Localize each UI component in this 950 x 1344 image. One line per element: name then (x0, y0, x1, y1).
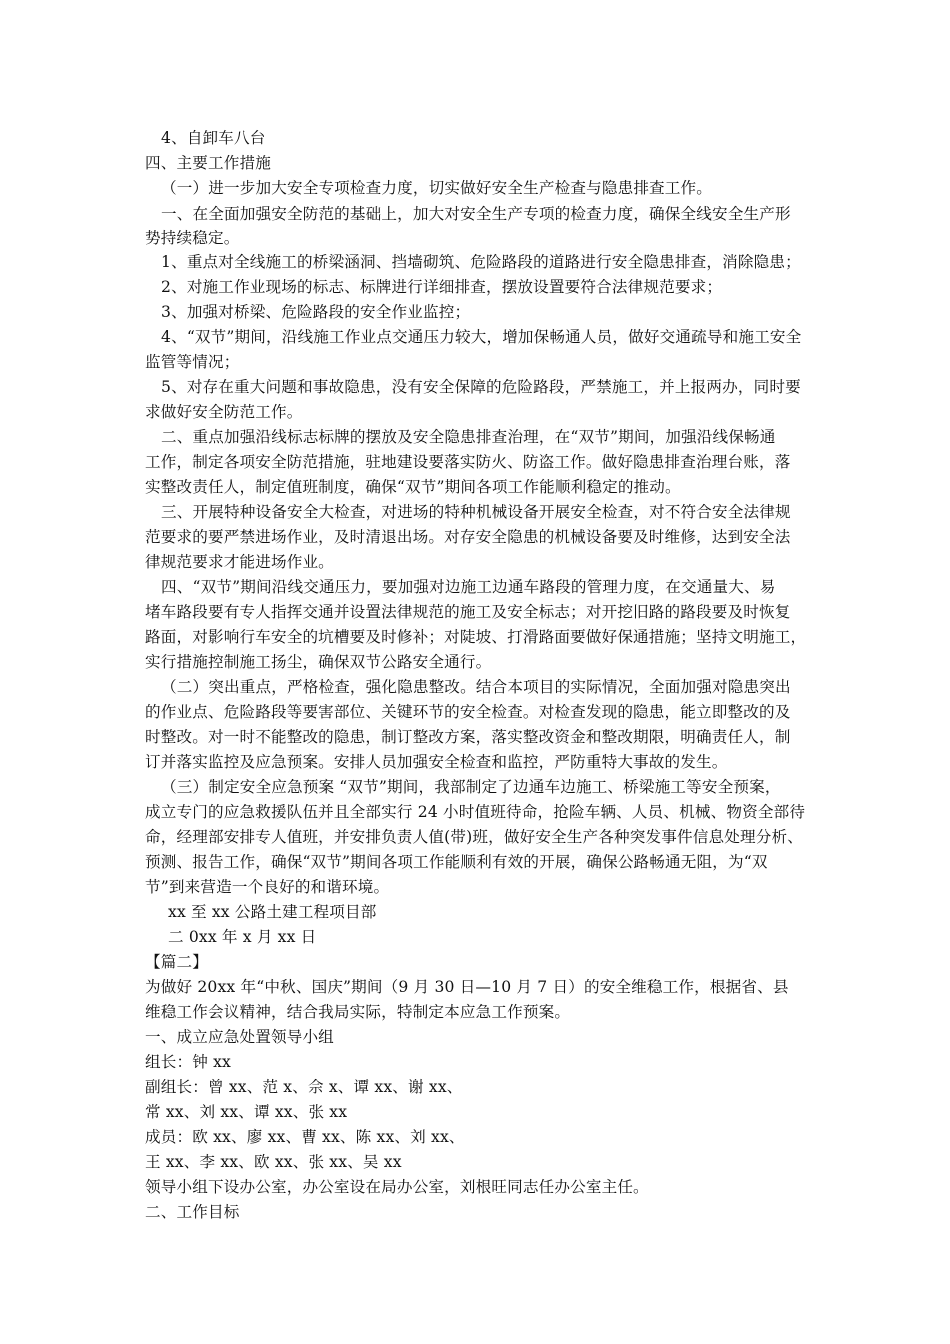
text-line: 工作，制定各项安全防范措施，驻地建设要落实防火、防盗工作。做好隐患排查治理台账，落 (145, 453, 791, 471)
text-line: 领导小组下设办公室，办公室设在局办公室，刘根旺同志任办公室主任。 (145, 1178, 649, 1196)
text-line: 时整改。对一时不能整改的隐患，制订整改方案，落实整改资金和整改期限，明确责任人，制 (145, 728, 791, 746)
text-line: 4、自卸车八台 (161, 129, 266, 147)
text-line: 堵车路段要有专人指挥交通并设置法律规范的施工及安全标志；对开挖旧路的路段要及时恢复 (145, 603, 791, 621)
text-line: 成立专门的应急救援队伍并且全部实行 24 小时值班待命，抢险车辆、人员、机械、物资全部待 (145, 803, 806, 821)
text-line: 副组长：曾 xx、范 x、佘 x、谭 xx、谢 xx、 (145, 1078, 463, 1096)
text-line: 常 xx、刘 xx、谭 xx、张 xx (145, 1103, 348, 1121)
text-line: 实整改责任人，制定值班制度，确保“双节”期间各项工作能顺利稳定的推动。 (145, 478, 681, 496)
text-line: 1、重点对全线施工的桥梁涵洞、挡墙砌筑、危险路段的道路进行安全隐患排查，消除隐患； (161, 253, 801, 271)
text-line: 范要求的要严禁进场作业，及时清退出场。对存安全隐患的机械设备要及时维修，达到安全法 (145, 528, 791, 546)
text-line: 二、重点加强沿线标志标牌的摆放及安全隐患排查治理，在“双节”期间，加强沿线保畅通 (161, 428, 776, 446)
text-line: 的作业点、危险路段等要害部位、关键环节的安全检查。对检查发现的隐患，能立即整改的及 (145, 703, 791, 721)
text-line: 实行措施控制施工扬尘，确保双节公路安全通行。 (145, 653, 492, 671)
text-line: （二）突出重点，严格检查，强化隐患整改。结合本项目的实际情况，全面加强对隐患突出 (161, 678, 791, 696)
text-line: 节”到来营造一个良好的和谐环境。 (145, 878, 390, 896)
signature-org: xx 至 xx 公路土建工程项目部 (168, 903, 377, 921)
text-line: （三）制定安全应急预案 “双节”期间，我部制定了边通车边施工、桥梁施工等安全预案， (161, 778, 781, 796)
text-line: 求做好安全防范工作。 (145, 403, 303, 421)
text-line: 王 xx、李 xx、欧 xx、张 xx、吴 xx (145, 1153, 402, 1171)
text-line: 维稳工作会议精神，结合我局实际，特制定本应急工作预案。 (145, 1003, 571, 1021)
text-line: 三、开展特种设备安全大检查，对进场的特种机械设备开展安全检查，对不符合安全法律规 (161, 503, 791, 521)
text-line: 4、“双节”期间，沿线施工作业点交通压力较大，增加保畅通人员，做好交通疏导和施工安全 (161, 328, 802, 346)
section-heading: 四、主要工作措施 (145, 154, 271, 172)
text-line: （一）进一步加大安全专项检查力度，切实做好安全生产检查与隐患排查工作。 (161, 179, 713, 197)
section-heading: 二、工作目标 (145, 1203, 240, 1221)
text-line: 律规范要求才能进场作业。 (145, 553, 334, 571)
text-line: 2、对施工作业现场的标志、标牌进行详细排查，摆放设置要符合法律规范要求； (161, 278, 723, 296)
text-line: 5、对存在重大问题和事故隐患，没有安全保障的危险路段，严禁施工，并上报两办，同时要 (161, 378, 801, 396)
text-line: 势持续稳定。 (145, 229, 240, 247)
text-line: 订并落实监控及应急预案。安排人员加强安全检查和监控，严防重特大事故的发生。 (145, 753, 728, 771)
text-line: 命，经理部安排专人值班，并安排负责人值(带)班，做好安全生产各种突发事件信息处理分析、 (145, 828, 803, 846)
part-heading: 【篇二】 (145, 953, 208, 971)
section-heading: 一、成立应急处置领导小组 (145, 1028, 334, 1046)
signature-date: 二 0xx 年 x 月 xx 日 (168, 928, 317, 946)
text-line: 四、“双节”期间沿线交通压力，要加强对边施工边通车路段的管理力度，在交通量大、易 (161, 578, 776, 596)
text-line: 3、加强对桥梁、危险路段的安全作业监控； (161, 303, 471, 321)
text-line: 预测、报告工作，确保“双节”期间各项工作能顺利有效的开展，确保公路畅通无阻，为“双 (145, 853, 768, 871)
text-line: 为做好 20xx 年“中秋、国庆”期间（9 月 30 日—10 月 7 日）的安全维稳工作，根据省、县 (145, 978, 789, 996)
text-line: 监管等情况； (145, 353, 240, 371)
text-line: 成员：欧 xx、廖 xx、曹 xx、陈 xx、刘 xx、 (145, 1128, 465, 1146)
text-line: 一、在全面加强安全防范的基础上，加大对安全生产专项的检查力度，确保全线安全生产形 (161, 205, 791, 223)
text-line: 路面，对影响行车安全的坑槽要及时修补；对陡坡、打滑路面要做好保通措施；坚持文明施工， (145, 628, 807, 646)
text-line: 组长：钟 xx (145, 1053, 231, 1071)
